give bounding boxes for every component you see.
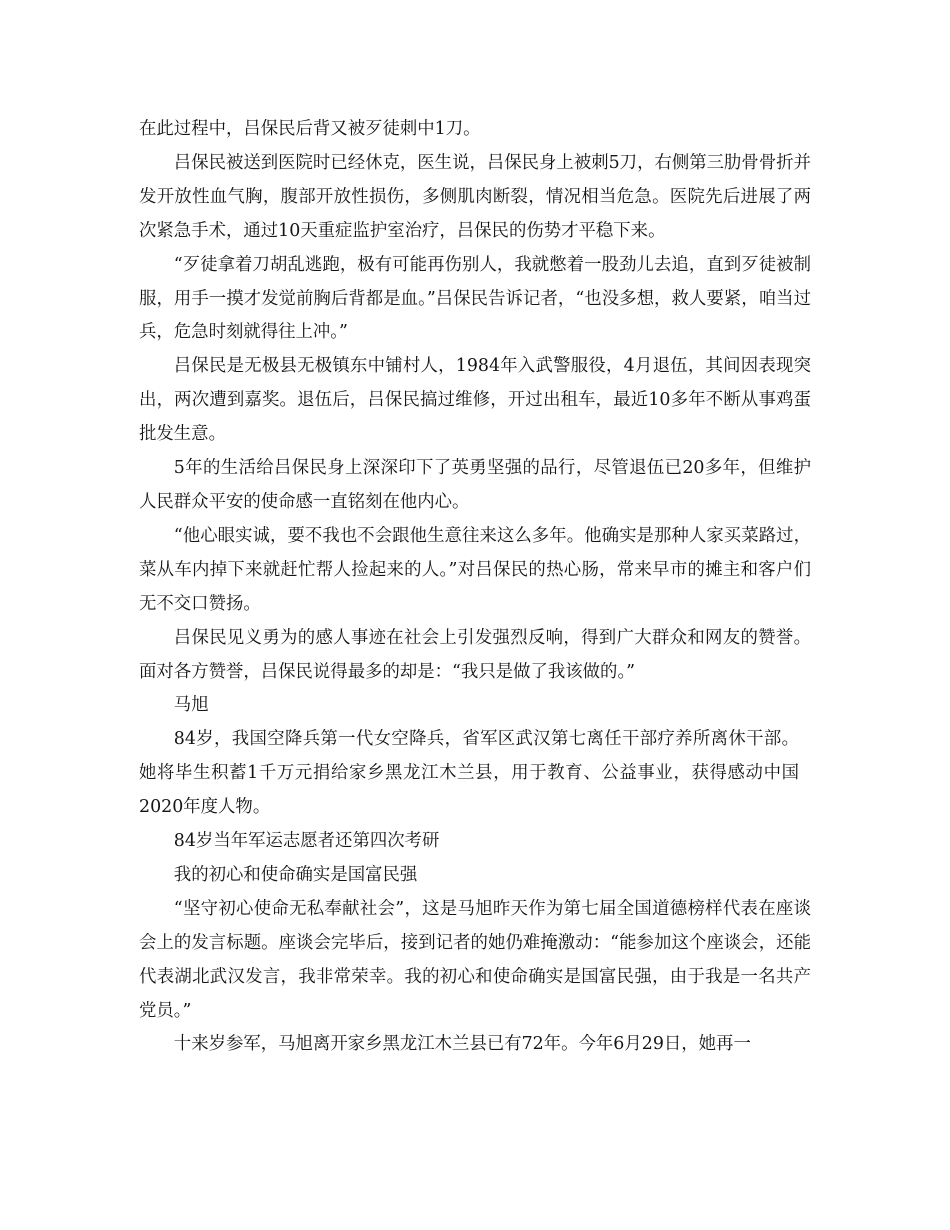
paragraph-ma-xu-profile: 84岁，我国空降兵第一代女空降兵，省军区武汉第七离任干部疗养所离休干部。她将毕生积蓄1千万元捐给家乡黑龙江木兰县，用于教育、公益事业，获得感动中国2020年度人物。 <box>139 729 799 818</box>
paragraph-chase-quote: “歹徒拿着刀胡乱逃跑，极有可能再伤别人，我就憋着一股劲儿去追，直到歹徒被制服，用手一摸才发觉前胸后背都是血。”吕保民告诉记者，“也没多想，救人要紧，咱当过兵，危急时刻就得往上冲。” <box>139 254 811 343</box>
subheading-mission: 我的初心和使命确实是国富民强 <box>173 864 418 885</box>
paragraph-background: 吕保民是无极县无极镇东中铺村人，1984年入武警服役，4月退伍，其间因表现突出，两次遭到嘉奖。退伍后，吕保民搞过维修，开过出租车，最近10多年不断从事鸡蛋批发生意。 <box>139 356 811 445</box>
subheading-volunteer: 84岁当年军运志愿者还第四次考研 <box>173 831 440 852</box>
paragraph-public-praise: 吕保民见义勇为的感人事迹在社会上引发强烈反响，得到广大群众和网友的赞誉。面对各方赞誉，吕保民说得最多的却是：“我只是做了我该做的。” <box>139 627 811 682</box>
paragraph-hometown: 十来岁参军，马旭离开家乡黑龙江木兰县已有72年。今年6月29日，她再一 <box>173 1034 751 1055</box>
paragraph-vendor-quote: “他心眼实诚，要不我也不会跟他生意往来这么多年。他确实是那种人家买菜路过，菜从车内掉下来就赶忙帮人捡起来的人。”对吕保民的热心肠，常来早市的摊主和客户们无不交口赞扬。 <box>139 525 811 614</box>
paragraph-military-character: 5年的生活给吕保民身上深深印下了英勇坚强的品行，尽管退伍已20多年，但维护人民群众平安的使命感一直铭刻在他内心。 <box>139 458 811 512</box>
paragraph-attack-detail: 在此过程中，吕保民后背又被歹徒刺中1刀。 <box>139 119 481 139</box>
paragraph-hospital-treatment: 吕保民被送到医院时已经休克，医生说，吕保民身上被刺5刀，右侧第三肋骨骨折并发开放性血气胸，腹部开放性损伤，多侧肌肉断裂，情况相当危急。医院先后进展了两次紧急手术，通过10天重症监护室治疗，吕保民的伤势才平稳下来。 <box>139 152 811 241</box>
document-page <box>139 113 811 1062</box>
section-name-ma-xu: 马旭 <box>173 695 209 716</box>
paragraph-speech: “坚守初心使命无私奉献社会”，这是马旭昨天作为第七届全国道德榜样代表在座谈会上的发言标题。座谈会完毕后，接到记者的她仍难掩激动：“能参加这个座谈会，还能代表湖北武汉发言，我非常荣幸。我的初心和使命确实是国富民强，由于我是一名共产党员。” <box>139 898 811 1021</box>
